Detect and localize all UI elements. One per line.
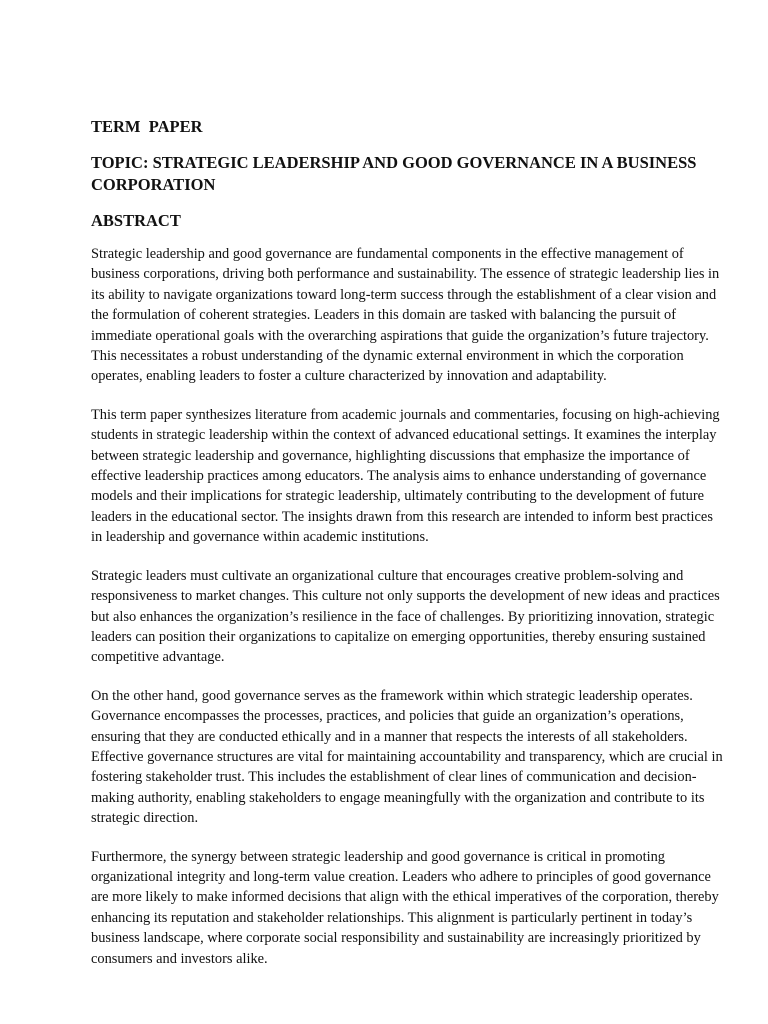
abstract-paragraph-1: Strategic leadership and good governance are fundamental components in the effective management of business corporations, driving both performance and sustainability. The essence of strategic leadership lies in its ability to navigate organizations toward long-term success through the establishment of a clear vision and the formulation of coherent strategies. Leaders in this domain are tasked with balancing the pursuit of immediate operational goals with the overarching aspirations that guide the organization’s future trajectory. This necessitates a robust understanding of the dynamic external environment in which the corporation operates, enabling leaders to foster a culture characterized by innovation and adaptability. — [91, 246, 720, 385]
abstract-heading: ABSTRACT — [91, 211, 181, 230]
document-label: TERM PAPER — [91, 117, 203, 136]
abstract-paragraph-5: Furthermore, the synergy between strategic leadership and good governance is critical in promoting organizational integrity and long-term value creation. Leaders who adhere to principles of good governance are more likely to make informed decisions that align with the ethical imperatives of the corporation, thereby enhancing its reputation and stakeholder relationships. This alignment is particularly pertinent in today’s business landscape, where corporate social responsibility and sustainability are increasingly prioritized by consumers and investors alike. — [91, 848, 719, 967]
abstract-paragraph-2: This term paper synthesizes literature from academic journals and commentaries, focusing on high-achieving students in strategic leadership within the context of advanced educational settings. It examines the interplay between strategic leadership and governance, highlighting discussions that emphasize the importance of effective leadership practices among educators. The analysis aims to enhance understanding of governance models and their implications for strategic leadership, ultimately contributing to the development of future leaders in the educational sector. The insights drawn from this research are intended to inform best practices in leadership and governance within academic institutions. — [91, 406, 720, 546]
paper-topic-title: TOPIC: STRATEGIC LEADERSHIP AND GOOD GOVERNANCE IN A BUSINESS CORPORATION — [91, 153, 697, 194]
abstract-paragraph-4: On the other hand, good governance serves as the framework within which strategic leadership operates. Governance encompasses the processes, practices, and policies that guide an organization’s operations, ensuring that they are conducted ethically and in a manner that respects the interests of all stakeholders. Effective governance structures are vital for maintaining accountability and transparency, which are crucial in fostering stakeholder trust. This includes the establishment of clear lines of communication and decision-making authority, enabling stakeholders to engage meaningfully with the organization and contribute to its strategic direction. — [91, 687, 723, 827]
abstract-paragraph-3: Strategic leaders must cultivate an organizational culture that encourages creative problem-solving and responsiveness to market changes. This culture not only supports the development of new ideas and practices but also enhances the organization’s resilience in the face of challenges. By prioritizing innovation, strategic leaders can position their organizations to capitalize on emerging opportunities, thereby ensuring sustained competitive advantage. — [91, 567, 720, 666]
